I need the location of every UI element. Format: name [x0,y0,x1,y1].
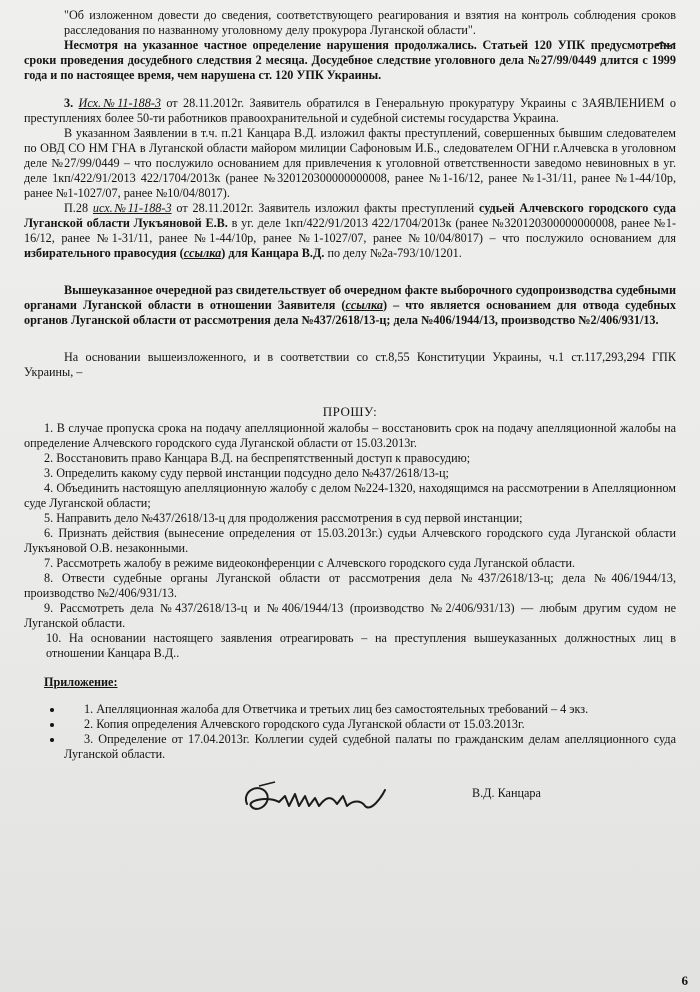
request-text: Признать действия (вынесение определения от 15.03.2013г.) судьи Алчевского городского суда Луганской области Лукъяновой О.В. незаконными. [24,526,676,555]
request-text: Направить дело №437/2618/13-ц для продолжения рассмотрения в суд первой инстанции; [56,511,523,525]
reference-link[interactable]: ссылка [183,246,222,260]
signature-block [24,776,676,826]
handwritten-strike-mark [654,40,676,50]
request-number: 8. [44,571,54,585]
judge-name: судьей Алчевского городского суда Луганской области Лукъяновой Е.В. [24,201,676,230]
request-text: На основании настоящего заявления отреагировать – на преступления вышеуказанных должностных лиц в отношении Канцара В.Д.. [46,631,676,660]
request-item [24,571,676,601]
paragraph-28-label: П.28 [64,201,89,215]
paragraph-28 [24,201,676,261]
request-number: 6. [44,526,54,540]
request-number: 9. [44,601,54,615]
request-number: 10. [46,631,62,645]
request-text: Объединить настоящую апелляционную жалобу с делом №224-1320, находящимся на рассмотрении в Апелляционном суде Луганской области; [24,481,677,510]
paragraph-3-number: 3. [64,96,74,110]
attachments-list [24,702,676,762]
legal-basis: На основании вышеизложенного, и в соответствии со ст.8,55 Конституции Украины, ч.1 ст.117,293,294 ГПК Украины, – [24,350,676,379]
attachments-title: Приложение: [44,675,118,689]
attachment-item: • 3. Определение от 17.04.2013г. Коллегии судей судебной палаты по гражданским делам апелляционного суда Луганской области. [64,732,676,762]
paragraph-28-ref: исх.№11-188-3 [92,201,172,215]
request-text: Рассмотреть дела №437/2618/13-ц и №406/1944/13 (производство №2/406/931/13) — любым другим судом не Луганской области. [24,601,676,630]
request-number: 5. [44,511,54,525]
request-item [24,481,676,511]
quoted-ruling: "Об изложенном довести до сведения, соответствующего реагирования и взятия на контроль соблюдения сроков расследования по названному уголовному делу прокурора Луганской области". [64,8,676,37]
paragraph-3-ref: Исх.№11-188-3 [78,96,161,110]
request-item [24,466,676,481]
request-item [24,601,676,631]
request-item [24,421,676,451]
paragraph-21: В указанном Заявлении в т.ч. п.21 Канцара В.Д. изложил факты преступлений, совершенных бывшим следователем по ОВД СО НМ ГНА в Луганской области майором милиции Сафоновым И.Б., следователем ОГНИ г.Алчевска в уголовном деле №27/99/0449 – что послужило основанием для привлечения к уголовной ответственности заведомо невиновных в уг. деле 1кп/422/91/2013 422/1704/2013к (ранее №320120300000000008, ранее №1-16/12, ранее №1-31/11, ранее №1-44/10р, ранее №1-1027/07, ранее №10/04/8017). [24,126,676,200]
request-text: В случае пропуска срока на подачу апелляционной жалобы – восстановить срок на подачу апелляционной жалобы на определение Алчевского городского суда Луганской области от 15.03.2013г. [24,421,676,450]
request-item [24,526,676,556]
request-item [24,631,676,661]
paragraph-3-text: от 28.11.2012г. Заявитель обратился в Генеральную прокуратуру Украины с ЗАЯВЛЕНИЕМ о преступлениях более 50-ти работников правоохранительной и судебной системы государства Украина. [24,96,676,125]
request-text: Отвести судебные органы Луганской области от рассмотрения дела №437/2618/13-ц; дела №406/1944/13, производство №2/406/931/13. [24,571,676,600]
paragraph-28-text-3: по делу №2а-793/10/1201. [327,246,462,260]
summary-reference-link[interactable]: ссылка [345,298,383,312]
request-item [24,511,676,526]
paragraph-28-text-1: от 28.11.2012г. Заявитель изложил факты преступлений [176,201,475,215]
request-list [24,421,676,661]
summary-text-2: ) – что является основанием для отвода судебных органов Луганской области от рассмотрения дела №437/2618/13-ц; дела №406/1944/13, производство №2/406/931/13. [24,298,676,327]
request-text: Определить какому суду первой инстанции подсудно дело №437/2618/13-ц; [56,466,449,480]
request-number: 4. [44,481,54,495]
violations-paragraph: Несмотря на указанное частное определение нарушения продолжались. Статьей 120 УПК предусмотрены сроки проведения досудебного следствия 2 месяца. Досудебное следствие уголовного дела №27/99/0449 длится с 1999 года и по настоящее время, чем нарушена ст. 120 УПК Украины. [24,38,676,82]
request-text: Восстановить право Канцара В.Д. на беспрепятственный доступ к правосудию; [56,451,471,465]
request-title: ПРОШУ: [322,404,378,419]
request-number: 7. [44,556,54,570]
paragraph-3 [24,96,676,126]
request-number: 3. [44,466,54,480]
attachment-item: • 2. Копия определения Алчевского городского суда Луганской области от 15.03.2013г. [64,717,676,732]
request-text: Рассмотреть жалобу в режиме видеоконференции с Алчевского городского суда Луганской области. [56,556,576,570]
request-number: 2. [44,451,54,465]
paragraph-28-bold-3: ) для Канцара В.Д. [221,246,325,260]
summary-text-1: Вышеуказанное очередной раз свидетельствует об очередном факте выборочного судопроизводства судебными органами Луганской области в отношении Заявителя ( [24,283,676,312]
handwritten-signature [239,776,389,822]
request-item [24,556,676,571]
request-item [24,451,676,466]
signer-name: В.Д. Канцара [472,786,541,801]
attachment-item: • 1. Апелляционная жалоба для Ответчика и третьих лиц без самостоятельных требований – 4 экз. [64,702,676,717]
request-number: 1. [44,421,54,435]
paragraph-28-bold-2: избирательного правосудия ( [24,246,184,260]
page-number: 6 [681,973,688,988]
summary-paragraph [24,283,676,328]
paragraph-28-text-2: в уг. деле 1кп/422/91/2013 422/1704/2013к (ранее №320120300000000008, ранее №1-16/12, ранее №1-31/11, ранее №1-44/10р, ранее №1-1027/07, ранее №10/04/8017) – что послужило основанием для [24,216,677,245]
